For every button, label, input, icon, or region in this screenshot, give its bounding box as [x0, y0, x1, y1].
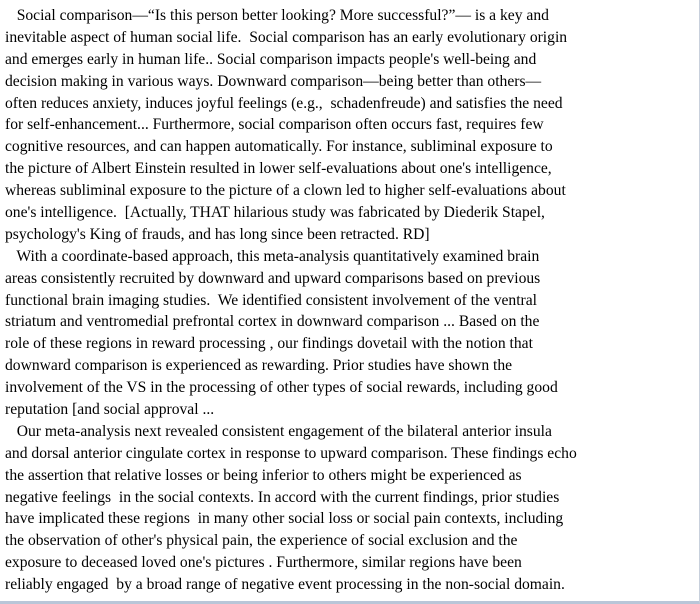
text-line: one's intelligence. [Actually, THAT hilarious study was fabricated by Diederik Stapel, [5, 204, 545, 222]
text-line: With a coordinate-based approach, this meta-analysis quantitatively examined brain [5, 247, 540, 265]
text-line: decision making in various ways. Downward comparison—being better than others— [5, 72, 542, 90]
text-line: role of these regions in reward processing , our findings dovetail with the notion that [5, 335, 533, 353]
text-line: striatum and ventromedial prefrontal cortex in downward comparison ... Based on the [5, 313, 540, 331]
text-line: cognitive resources, and can happen automatically. For instance, subliminal exposure to [5, 138, 553, 156]
text-line: whereas subliminal exposure to the picture of a clown led to higher self-evaluations about [5, 182, 566, 200]
text-line: often reduces anxiety, induces joyful feelings (e.g., schadenfreude) and satisfies the need [5, 94, 563, 112]
paragraph-social-comparison [5, 5, 695, 246]
paragraph-meta-analysis-downward [5, 246, 695, 421]
text-line: and dorsal anterior cingulate cortex in response to upward comparison. These findings echo [5, 444, 577, 462]
text-line: have implicated these regions in many other social loss or social pain contexts, including [5, 510, 564, 528]
text-line: negative feelings in the social contexts. In accord with the current findings, prior studies [5, 488, 560, 506]
text-line: involvement of the VS in the processing of other types of social rewards, including good [5, 379, 558, 397]
text-line: the assertion that relative losses or being inferior to others might be experienced as [5, 466, 522, 484]
text-line: for self-enhancement... Furthermore, social comparison often occurs fast, requires few [5, 116, 544, 134]
text-body [5, 5, 695, 596]
text-line: psychology's King of frauds, and has long since been retracted. RD] [5, 225, 430, 243]
text-line: Our meta-analysis next revealed consistent engagement of the bilateral anterior insula [5, 422, 552, 440]
text-line: the picture of Albert Einstein resulted in lower self-evaluations about one's intelligence, [5, 160, 552, 178]
paragraph-meta-analysis-upward [5, 421, 695, 596]
text-line: reliably engaged by a broad range of negative event processing in the non-social domain. [5, 576, 565, 594]
text-line: downward comparison is experienced as rewarding. Prior studies have shown the [5, 357, 513, 375]
text-line: and emerges early in human life.. Social comparison impacts people's well-being and [5, 50, 537, 68]
text-line: inevitable aspect of human social life. Social comparison has an early evolutionary origin [5, 28, 568, 46]
text-line: exposure to deceased loved one's pictures . Furthermore, similar regions have been [5, 554, 522, 572]
text-line: functional brain imaging studies. We identified consistent involvement of the ventral [5, 291, 537, 309]
text-line: Social comparison—“Is this person better looking? More successful?”— is a key and [5, 7, 549, 24]
text-line: reputation [and social approval ... [5, 401, 215, 419]
text-line: areas consistently recruited by downward and upward comparisons based on previous [5, 269, 541, 287]
text-line: the observation of other's physical pain, the experience of social exclusion and the [5, 532, 518, 550]
